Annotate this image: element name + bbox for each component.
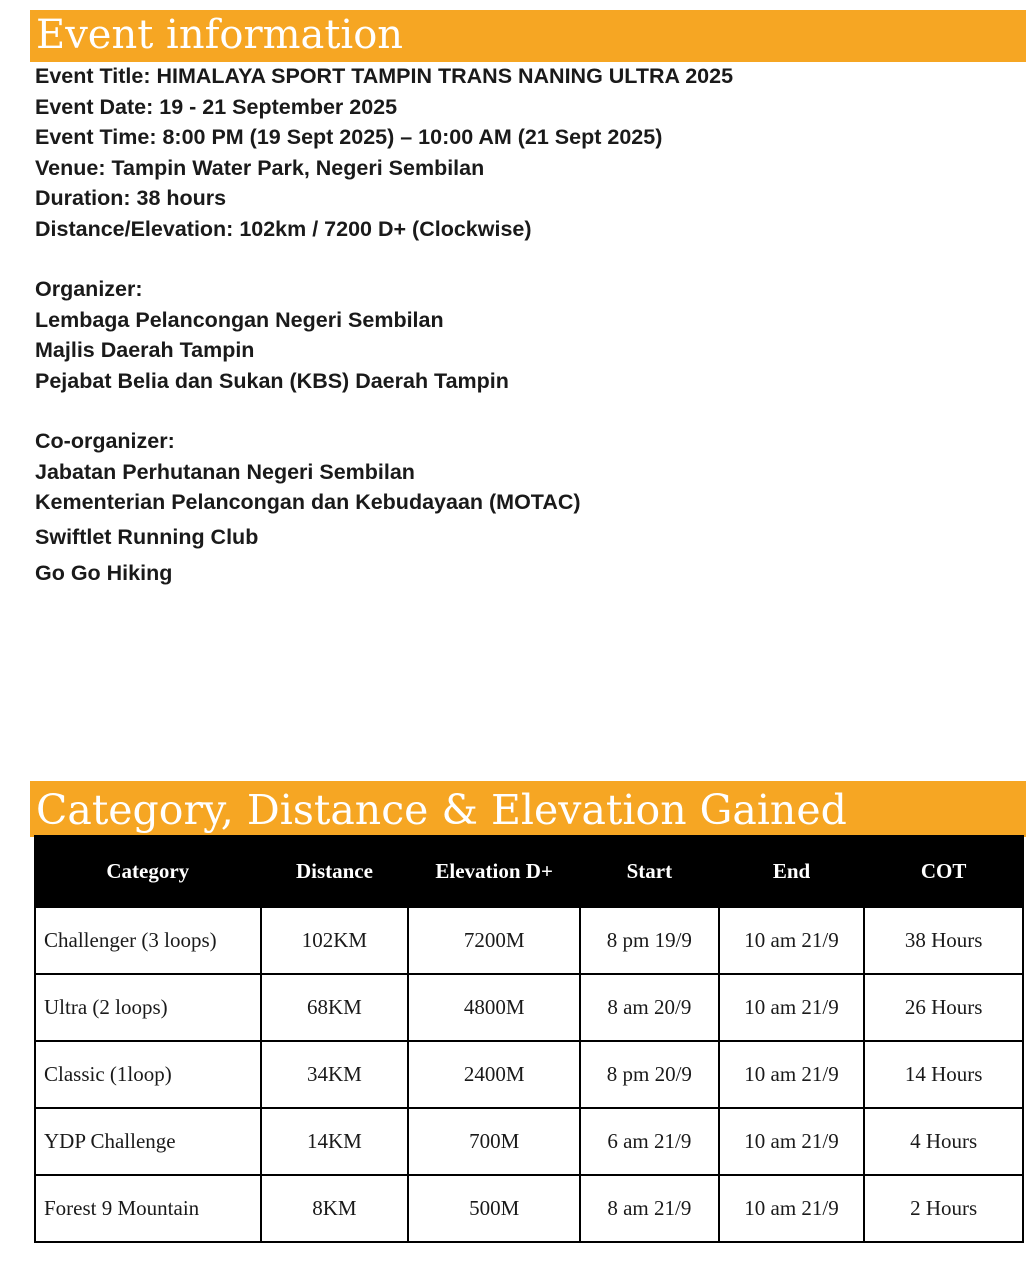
cell-category: YDP Challenge — [35, 1108, 261, 1175]
column-header-distance: Distance — [261, 836, 409, 907]
cell-start: 8 am 21/9 — [580, 1175, 719, 1242]
cell-distance: 14KM — [261, 1108, 409, 1175]
organizer-item: Pejabat Belia dan Sukan (KBS) Daerah Tampin — [35, 368, 509, 393]
cell-distance: 68KM — [261, 974, 409, 1041]
cell-cot: 4 Hours — [864, 1108, 1023, 1175]
coorganizer-label: Co-organizer: — [35, 429, 175, 453]
cell-cot: 2 Hours — [864, 1175, 1023, 1242]
coorganizer-item: Jabatan Perhutanan Negeri Sembilan — [35, 459, 415, 484]
cell-end: 10 am 21/9 — [719, 1108, 865, 1175]
event-distance-elevation: Distance/Elevation: 102km / 7200 D+ (Clockwise) — [35, 216, 532, 241]
organizer-item: Lembaga Pelancongan Negeri Sembilan — [35, 307, 444, 332]
coorganizer-item: Kementerian Pelancongan dan Kebudayaan (MOTAC) — [35, 490, 581, 514]
event-info-heading: Event information — [30, 10, 1026, 62]
table-row — [35, 974, 1023, 1041]
column-header-end: End — [719, 836, 865, 907]
cell-start: 6 am 21/9 — [580, 1108, 719, 1175]
category-heading: Category, Distance & Elevation Gained — [30, 781, 1026, 837]
event-duration: Duration: 38 hours — [35, 186, 227, 210]
cell-category: Challenger (3 loops) — [35, 907, 261, 974]
cell-cot: 14 Hours — [864, 1041, 1023, 1108]
cell-start: 8 pm 19/9 — [580, 907, 719, 974]
event-venue: Venue: Tampin Water Park, Negeri Sembilan — [35, 155, 485, 180]
table-row — [35, 907, 1023, 974]
cell-start: 8 pm 20/9 — [580, 1041, 719, 1108]
cell-distance: 102KM — [261, 907, 409, 974]
table-row — [35, 1108, 1023, 1175]
cell-end: 10 am 21/9 — [719, 1041, 865, 1108]
cell-category: Ultra (2 loops) — [35, 974, 261, 1041]
event-info-block — [35, 62, 733, 591]
cell-start: 8 am 20/9 — [580, 974, 719, 1041]
cell-elevation: 7200M — [408, 907, 580, 974]
cell-category: Forest 9 Mountain — [35, 1175, 261, 1242]
organizer-item: Majlis Daerah Tampin — [35, 338, 255, 362]
column-header-category: Category — [35, 836, 261, 907]
event-date: Event Date: 19 - 21 September 2025 — [35, 94, 398, 119]
cell-elevation: 500M — [408, 1175, 580, 1242]
event-title: Event Title: HIMALAYA SPORT TAMPIN TRANS NANING ULTRA 2025 — [35, 64, 734, 88]
table-row — [35, 1175, 1023, 1242]
coorganizer-item: Go Go Hiking — [35, 560, 173, 585]
cell-distance: 34KM — [261, 1041, 409, 1108]
cell-cot: 26 Hours — [864, 974, 1023, 1041]
column-header-cot: COT — [864, 836, 1023, 907]
cell-end: 10 am 21/9 — [719, 974, 865, 1041]
cell-category: Classic (1loop) — [35, 1041, 261, 1108]
category-table — [34, 835, 1024, 1243]
column-header-start: Start — [580, 836, 719, 907]
table-header-row — [35, 836, 1023, 907]
organizer-label: Organizer: — [35, 277, 143, 301]
event-time: Event Time: 8:00 PM (19 Sept 2025) – 10:00 AM (21 Sept 2025) — [35, 125, 663, 149]
table-row — [35, 1041, 1023, 1108]
coorganizer-item: Swiftlet Running Club — [35, 524, 259, 549]
cell-end: 10 am 21/9 — [719, 907, 865, 974]
cell-cot: 38 Hours — [864, 907, 1023, 974]
cell-elevation: 4800M — [408, 974, 580, 1041]
cell-elevation: 700M — [408, 1108, 580, 1175]
cell-end: 10 am 21/9 — [719, 1175, 865, 1242]
cell-distance: 8KM — [261, 1175, 409, 1242]
column-header-elevation: Elevation D+ — [408, 836, 580, 907]
cell-elevation: 2400M — [408, 1041, 580, 1108]
